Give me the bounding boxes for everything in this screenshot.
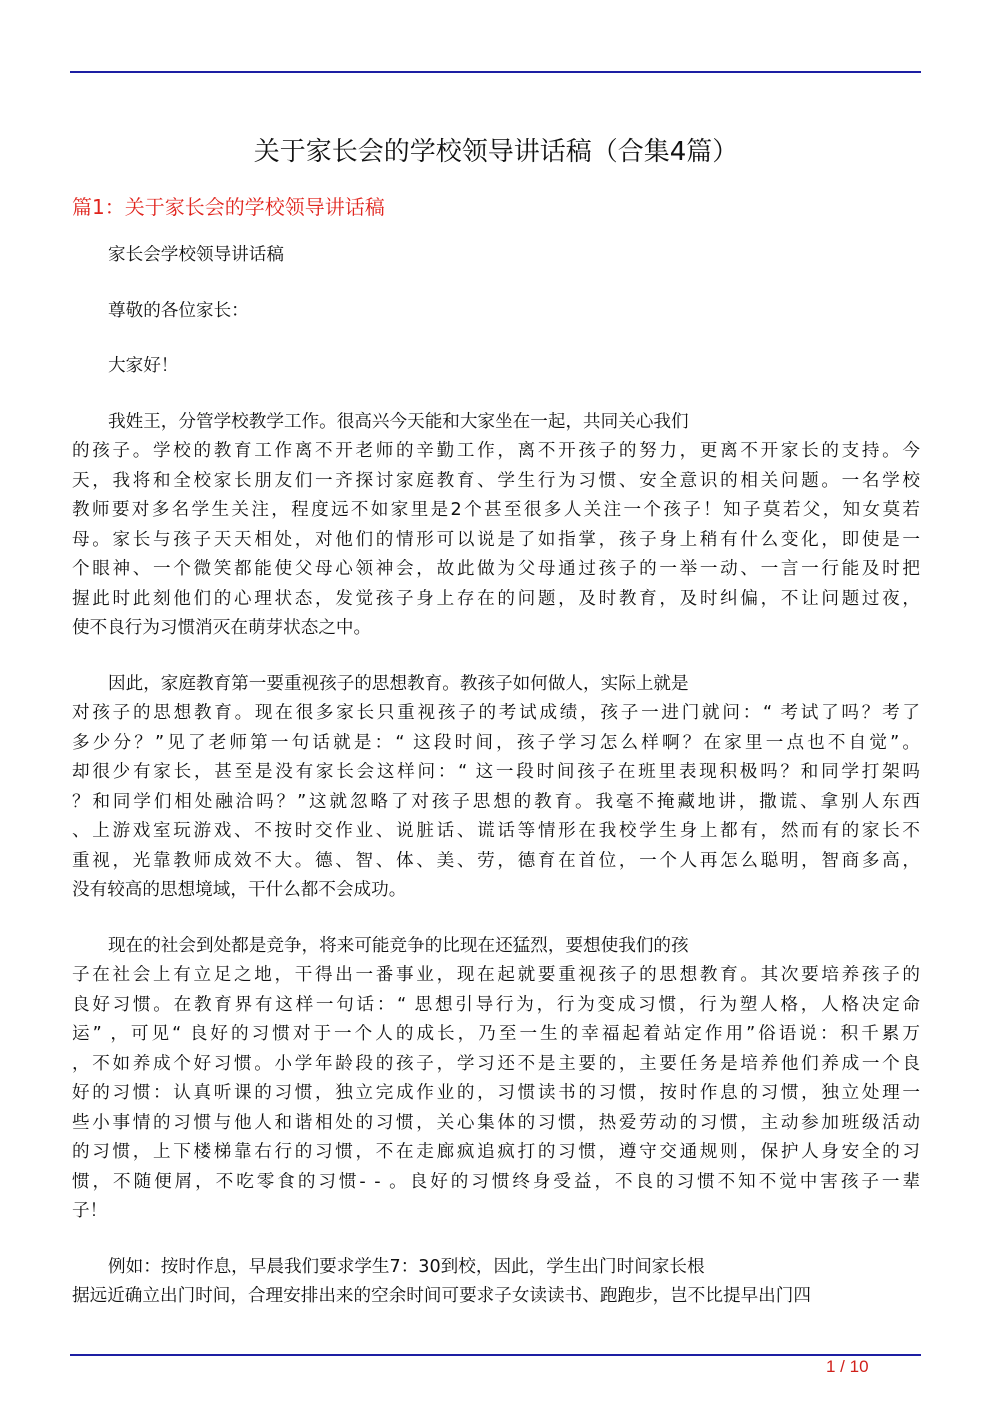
- text-line: 我姓王，分管学校教学工作。很高兴今天能和大家坐在一起，共同关心我们: [108, 411, 689, 432]
- text-line: 对孩子的思想教育。现在很多家长只重视孩子的考试成绩，孩子一进门就问：“ 考试了吗？考了: [72, 703, 920, 723]
- paragraph: [72, 1253, 920, 1312]
- text-line: 没有较高的思想境域，干什么都不会成功。: [72, 880, 407, 900]
- text-line: 握此时此刻他们的心理状态，发觉孩子身上存在的问题，及时教育，及时纠偏，不让问题过夜，: [72, 588, 920, 609]
- text-line: 些小事情的习惯与他人和谐相处的习惯，关心集体的习惯，热爱劳动的习惯，主动参加班级活动: [72, 1112, 920, 1133]
- text-line: 现在的社会到处都是竞争，将来可能竞争的比现在还猛烈，要想使我们的孩: [108, 935, 689, 956]
- text-line: 例如：按时作息，早晨我们要求学生7：30到校，因此，学生出门时间家长根: [108, 1256, 705, 1277]
- paragraph: [72, 932, 920, 1227]
- text-line: 运” ，可见“ 良好的习惯对于一个人的成长，乃至一生的幸福起着站定作用”俗语说：积千累万: [72, 1024, 920, 1044]
- text-line: 教师要对多名学生关注，程度远不如家里是2个甚至很多人关注一个孩子！知子莫若父，知女莫若: [72, 500, 920, 520]
- text-line: 却很少有家长，甚至是没有家长会这样问：“ 这一段时间孩子在班里表现积极吗？和同学打架吗: [72, 762, 920, 782]
- text-line: 的习惯，上下楼梯靠右行的习惯，不在走廊疯追疯打的习惯，遵守交通规则，保护人身安全的习: [72, 1142, 920, 1162]
- text-line: 据远近确立出门时间，合理安排出来的空余时间可要求子女读读书、跑跑步，岂不比提早出门四: [72, 1286, 811, 1306]
- paragraph: [72, 408, 920, 644]
- text-line: 尊敬的各位家长：: [108, 300, 249, 321]
- footer-rule: [70, 1354, 921, 1356]
- text-line: 个眼神、一个微笑都能使父母心领神会，故此做为父母通过孩子的一举一动、一言一行能及时把: [72, 559, 920, 579]
- text-line: 母。家长与孩子天天相处，对他们的情形可以说是了如指掌，孩子身上稍有什么变化，即使是一: [72, 529, 920, 550]
- text-line: ？和同学们相处融洽吗？”这就忽略了对孩子思想的教育。我毫不掩藏地讲，撒谎、拿别人东西: [72, 791, 920, 812]
- text-line: 大家好！: [108, 356, 179, 376]
- paragraph: [72, 352, 920, 382]
- paragraph: [72, 670, 920, 906]
- text-line: 家长会学校领导讲话稿: [108, 245, 284, 265]
- text-line: 的孩子。学校的教育工作离不开老师的辛勤工作，离不开孩子的努力，更离不开家长的支持。今: [72, 441, 920, 461]
- text-line: 多少分？”见了老师第一句话就是：“ 这段时间，孩子学习怎么样啊？在家里一点也不自觉”。: [72, 732, 920, 753]
- text-line: 惯，不随便屑，不吃零食的习惯- - 。良好的习惯终身受益，不良的习惯不知不觉中害孩子一辈: [72, 1171, 920, 1192]
- text-line: 天，我将和全校家长朋友们一齐探讨家庭教育、学生行为习惯、安全意识的相关问题。一名学校: [72, 470, 920, 491]
- document-body: [72, 241, 920, 1338]
- text-line: 重视，光靠教师成效不大。德、智、体、美、劳，德育在首位，一个人再怎么聪明，智商多高，: [72, 850, 920, 871]
- paragraph: [72, 297, 920, 327]
- page-number: 1 / 10: [826, 1357, 869, 1376]
- section-heading: 篇1：关于家长会的学校领导讲话稿: [72, 195, 385, 219]
- document-title: 关于家长会的学校领导讲话稿（合集4篇）: [253, 137, 739, 167]
- text-line: 子在社会上有立足之地，干得出一番事业，现在起就要重视孩子的思想教育。其次要培养孩子的: [72, 965, 920, 985]
- text-line: ，不如养成个好习惯。小学年龄段的孩子，学习还不是主要的，主要任务是培养他们养成一个良: [72, 1053, 920, 1074]
- text-line: 、上游戏室玩游戏、不按时交作业、说脏话、谎话等情形在我校学生身上都有，然而有的家长不: [72, 821, 920, 841]
- text-line: 良好习惯。在教育界有这样一句话：“ 思想引导行为，行为变成习惯，行为塑人格，人格决定命: [72, 994, 920, 1015]
- header-rule: [70, 71, 921, 73]
- text-line: 子！: [72, 1201, 108, 1221]
- text-line: 因此，家庭教育第一要重视孩子的思想教育。教孩子如何做人，实际上就是: [108, 673, 689, 694]
- text-line: 使不良行为习惯消灭在萌芽状态之中。: [72, 618, 372, 638]
- paragraph: [72, 241, 920, 271]
- text-line: 好的习惯：认真听课的习惯，独立完成作业的，习惯读书的习惯，按时作息的习惯，独立处理一: [72, 1083, 920, 1103]
